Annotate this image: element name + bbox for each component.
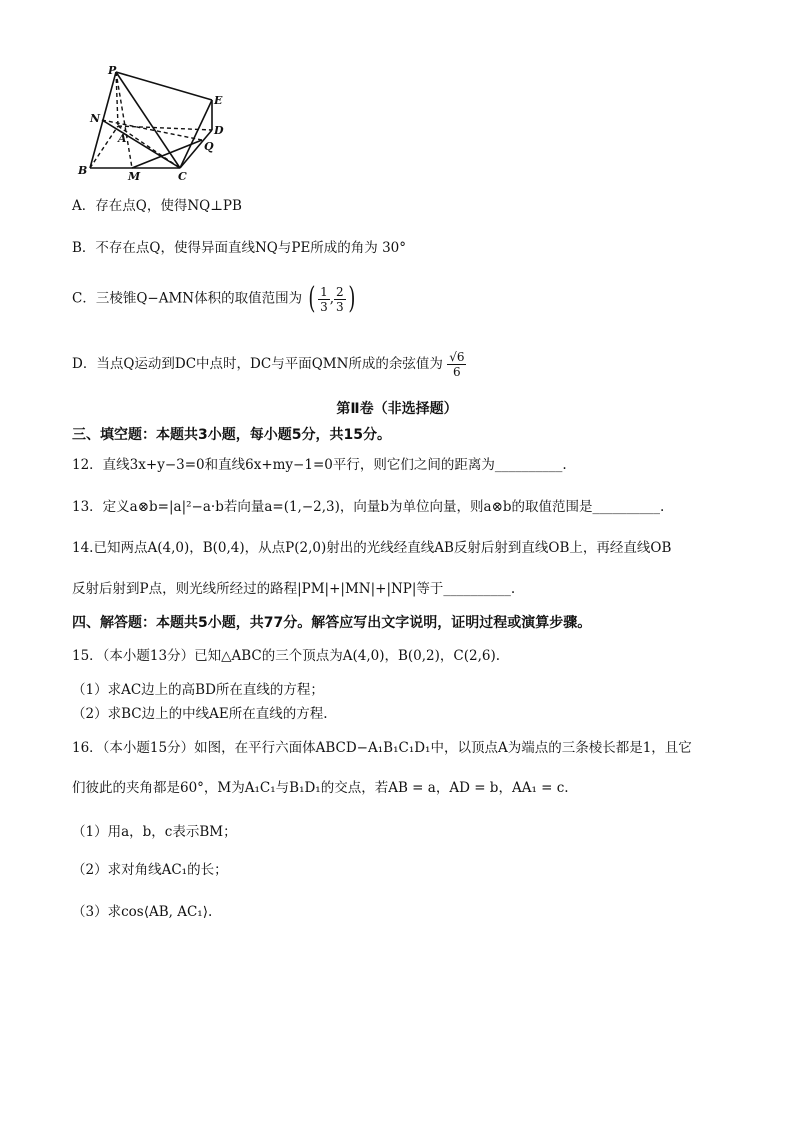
option-d xyxy=(72,350,466,379)
option-c-text: C．三棱锥Q−AMN体积的取值范围为 xyxy=(72,290,303,307)
fraction-two-thirds: $\frac{2}{3}$ xyxy=(336,284,344,314)
question-16-part-3: （3）求cos⟨AB, AC₁⟩. xyxy=(72,904,213,920)
question-14-line-1: 14.已知两点A(4,0)，B(0,4)，从点P(2,0)射出的光线经直线AB反射后射到直线OB上，再经直线OB xyxy=(72,540,672,556)
label-M: M xyxy=(128,170,141,182)
question-16-part-1: （1）用a，b，c表示BM； xyxy=(72,824,237,840)
section-2-title: 第Ⅱ卷（非选择题） xyxy=(336,401,458,417)
question-15-part-2: （2）求BC边上的中线AE所在直线的方程. xyxy=(72,706,328,722)
fraction-sqrt6-over-6: $\frac{√6}{6}$ xyxy=(449,350,465,379)
paren-left: ( xyxy=(308,281,316,316)
paren-right: ) xyxy=(348,281,356,316)
label-N: N xyxy=(90,112,101,125)
option-c: C．三棱锥Q−AMN体积的取值范围为 ( $\frac{1}{3}$ , $\frac{2}{3}$ ) xyxy=(72,281,356,316)
geometry-figure xyxy=(72,62,242,182)
label-B: B xyxy=(78,164,88,177)
section-3-heading: 三、填空题：本题共3小题，每小题5分，共15分。 xyxy=(72,427,391,443)
question-15-part-1: （1）求AC边上的高BD所在直线的方程； xyxy=(72,682,324,698)
label-C: C xyxy=(178,170,187,182)
section-4-heading: 四、解答题：本题共5小题，共77分。解答应写出文字说明，证明过程或演算步骤。 xyxy=(72,615,592,631)
label-A: A xyxy=(118,132,127,145)
fraction-one-third: $\frac{1}{3}$ xyxy=(320,284,328,314)
option-d-text: D．当点Q运动到DC中点时，DC与平面QMN所成的余弦值为 xyxy=(72,356,443,372)
label-E: E xyxy=(214,94,223,107)
question-16-line-1: 16．（本小题15分）如图，在平行六面体ABCD−A₁B₁C₁D₁中，以顶点A为端点的三条棱长都是1，且它 xyxy=(72,740,692,756)
label-Q: Q xyxy=(204,140,214,153)
question-12: 12．直线3x+y−3=0和直线6x+my−1=0平行，则它们之间的距离为__________. xyxy=(72,457,567,473)
label-D: D xyxy=(214,124,224,137)
question-16-line-2: 们彼此的夹角都是60°，M为A₁C₁与B₁D₁的交点，若AB = a，AD = b，AA₁ = c. xyxy=(72,780,569,796)
option-a: A．存在点Q，使得NQ⊥PB xyxy=(72,198,242,214)
label-P: P xyxy=(108,64,117,77)
question-13: 13．定义a⊗b=|a|²−a·b若向量a=(1,−2,3)，向量b为单位向量，则a⊗b的取值范围是__________. xyxy=(72,499,665,515)
question-14-line-2: 反射后射到P点，则光线所经过的路程|PM|+|MN|+|NP|等于__________. xyxy=(72,581,516,597)
question-15-stem: 15．（本小题13分）已知△ABC的三个顶点为A(4,0)，B(0,2)，C(2,6). xyxy=(72,648,501,664)
option-b: B．不存在点Q，使得异面直线NQ与PE所成的角为 30° xyxy=(72,240,407,256)
question-16-part-2: （2）求对角线AC₁的长； xyxy=(72,862,228,878)
